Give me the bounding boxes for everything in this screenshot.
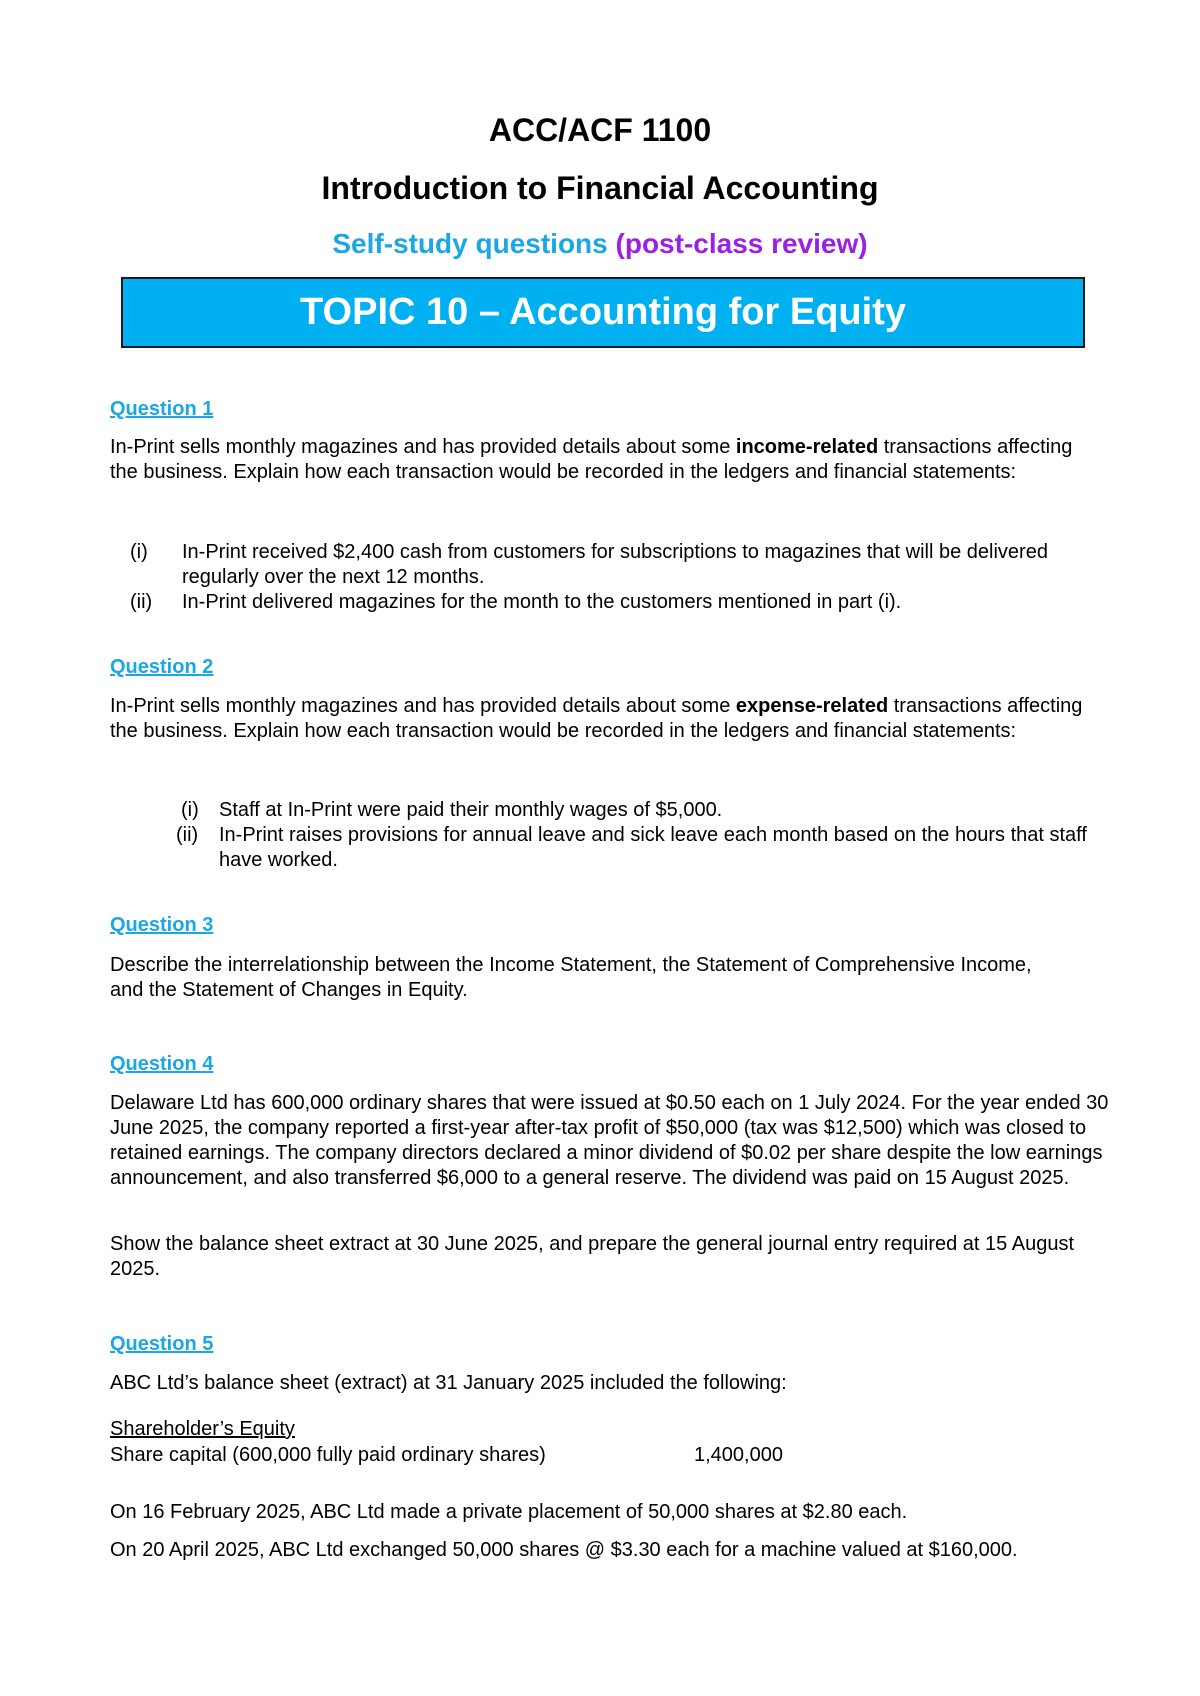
question-2-intro <box>110 694 1105 744</box>
question-1-intro <box>110 435 1100 485</box>
item-number: (ii) <box>130 591 153 613</box>
item-text: Staff at In-Print were paid their monthly wages of $5,000. <box>219 799 723 821</box>
item-number: (i) <box>181 799 199 821</box>
topic-title: TOPIC 10 – Accounting for Equity <box>300 291 906 333</box>
question-2-heading: Question 2 <box>110 656 214 678</box>
course-title: Introduction to Financial Accounting <box>321 170 879 206</box>
question-5-text-1: On 16 February 2025, ABC Ltd made a private placement of 50,000 shares at $2.80 each. <box>110 1501 908 1523</box>
equity-heading: Shareholder’s Equity <box>110 1418 295 1440</box>
question-4-text-2: Show the balance sheet extract at 30 June 2025, and prepare the general journal entry required at 15 August 2025. <box>110 1233 1074 1280</box>
item-number: (ii) <box>176 824 199 846</box>
list-item <box>110 823 1100 873</box>
share-capital-amount: 1,400,000 <box>694 1444 783 1466</box>
q2-intro-part-a: In-Print sells monthly magazines and has provided details about some <box>110 695 736 717</box>
list-item <box>110 798 1100 823</box>
q2-intro-part-b: transactions affecting the business. Explain how each transaction would be recorded in the ledgers and financial statements: <box>110 695 1083 742</box>
topic-banner <box>121 277 1085 348</box>
question-4-heading: Question 4 <box>110 1053 214 1075</box>
share-capital-label: Share capital (600,000 fully paid ordinary shares) <box>110 1444 546 1466</box>
question-1-list <box>110 540 1100 615</box>
question-3-heading: Question 3 <box>110 914 214 936</box>
question-5-text-2: On 20 April 2025, ABC Ltd exchanged 50,000 shares @ $3.30 each for a machine valued at $160,000. <box>110 1539 1018 1561</box>
item-number: (i) <box>130 541 148 563</box>
list-item <box>110 590 1100 615</box>
q2-intro-bold: expense-related <box>735 695 889 717</box>
subtitle <box>0 228 1200 260</box>
question-4-text-1: Delaware Ltd has 600,000 ordinary shares that were issued at $0.50 each on 1 July 2024. For the year ended 30 June 2025, the company reported a first-year after-tax profit of $50,000 (tax was $12,500) which was closed to retained earnings. The company directors declared a minor dividend of $0.02 per share despite the low earnings announcement, and also transferred $6,000 to a general reserve. The dividend was paid on 15 August 2025. <box>110 1092 1109 1189</box>
subtitle-paren: (post-class review) <box>615 228 868 259</box>
item-text: In-Print raises provisions for annual leave and sick leave each month based on the hours that staff have worked. <box>219 824 1087 871</box>
course-code: ACC/ACF 1100 <box>488 112 712 148</box>
list-item <box>110 540 1100 590</box>
question-5-heading: Question 5 <box>110 1333 214 1355</box>
item-text: In-Print delivered magazines for the month to the customers mentioned in part (i). <box>182 591 902 613</box>
question-5-intro: ABC Ltd’s balance sheet (extract) at 31 January 2025 included the following: <box>110 1372 787 1394</box>
q1-intro-bold: income-related <box>735 436 879 458</box>
q1-intro-part-a: In-Print sells monthly magazines and has provided details about some <box>110 436 736 458</box>
item-text: In-Print received $2,400 cash from customers for subscriptions to magazines that will be delivered regularly over the next 12 months. <box>182 541 1048 588</box>
subtitle-main: Self-study questions <box>332 228 608 259</box>
q1-intro-part-b: transactions affecting the business. Explain how each transaction would be recorded in the ledgers and financial statements: <box>110 436 1073 483</box>
question-1-heading: Question 1 <box>110 398 214 420</box>
question-3-text: Describe the interrelationship between the Income Statement, the Statement of Comprehensive Income, and the Statement of Changes in Equity. <box>110 954 1032 1001</box>
question-2-list <box>110 798 1100 873</box>
